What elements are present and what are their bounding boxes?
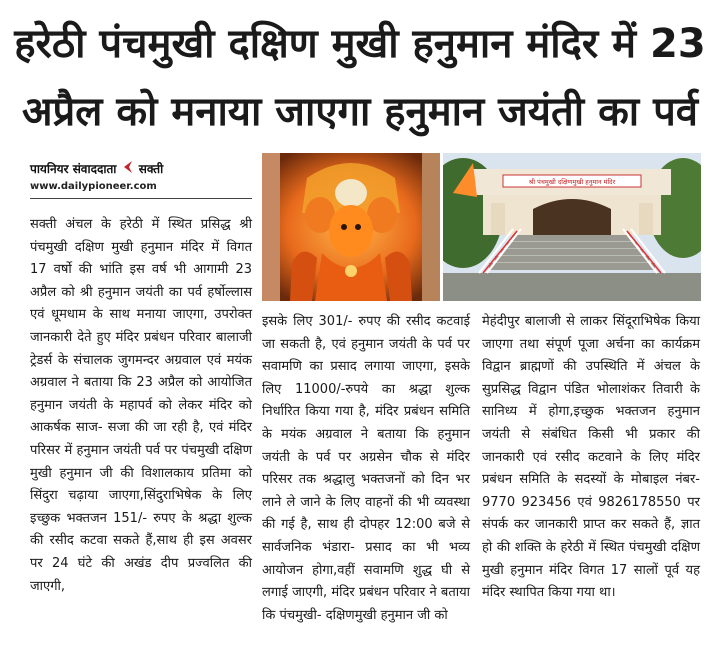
article-column-2: इसके लिए 301/- रुपए की रसीद कटवाई जा सकती है, एवं हनुमान जयंती के पर्व पर सवामणि का प्रसाद लगाया जाएगा, इसके लिए 11000/-रुपये का श्रद्धा शुल्क निर्धारित किया गया है, मंदिर प्रबंधन समिति के मयंक अग्रवाल ने बताया कि हनुमान जयंती के पर्व पर अग्रसेन चौक से मंदिर परिसर तक श्रद्धालु भक्तजनों को दिन भर लाने ले जाने के लिए वाहनों की भी व्यवस्था की गई है, साथ ही दोपहर 12:00 बजे से सार्वजनिक भंडारा- प्रसाद का भी भव्य आयोजन होगा,वहीं सवामणि शुद्ध घी से लगाई जाएगी, मंदिर प्रबंधन परिवार ने बताया कि पंचमुखी- दक्षिणमुखी हनुमान जी को bbox=[262, 314, 470, 623]
article-column-1: सक्ती अंचल के हरेठी में स्थित प्रसिद्ध श्री पंचमुखी दक्षिण मुखी हनुमान मंदिर में विगत 17 वर्षो की भांति इस वर्ष भी आगामी 23 अप्रैल को श्री हनुमान जयंती का पर्व हर्षोल्लास एवं धूमधाम के साथ मनाया जाएगा, उपरोक्त जानकारी देते हुए मंदिर प्रबंधन परिवार बालाजी ट्रेडर्स के संचालक जुगमन्दर अग्रवाल एवं मयंक अग्रवाल ने बताया कि 23 अप्रैल को आयोजित हनुमान जयंती के महापर्व को लेकर मंदिर को आकर्षक साज- सजा की जा रही है, एवं मंदिर परिसर में हनुमान जयंती पर्व पर पंचमुखी दक्षिण मुखी हनुमान जी की विशालकाय प्रतिमा को सिंदुरा चढ़ाया जाएगा,सिंदुराभिषेक के लिए इच्छुक भक्तजन 151/- रुपए के श्रद्धा शुल्क की रसीद कटवा सकते हैं,साथ ही इस अवसर पर 24 घंटे की अखंड दीप प्रज्वलित की जाएगी, bbox=[30, 217, 252, 594]
headline-line-1: हरेठी पंचमुखी दक्षिण मुखी हनुमान मंदिर में 23 bbox=[14, 21, 706, 67]
temple-sign: श्री पंचमुखी दक्षिणमुखी हनुमान मंदिर bbox=[528, 178, 616, 186]
reporter-name: पायनियर संवाददाता bbox=[30, 162, 117, 176]
idol-photo bbox=[262, 153, 440, 301]
byline bbox=[30, 160, 163, 177]
website-url: www.dailypioneer.com bbox=[30, 181, 157, 192]
headline-line-2: अप्रैल को मनाया जाएगा हनुमान जयंती का पर्व bbox=[21, 89, 699, 135]
temple-photo bbox=[443, 153, 701, 301]
byline-location: सक्ती bbox=[138, 162, 164, 176]
arrow-icon bbox=[123, 161, 133, 173]
byline-divider bbox=[30, 198, 252, 199]
article-column-3: मेहंदीपुर बालाजी से लाकर सिंदूराभिषेक किया जाएगा तथा संपूर्ण पूजा अर्चना का कार्यक्रम विद्वान ब्राह्मणों की उपस्थिति में अंचल के सुप्रसिद्ध विद्वान पंडित भोलाशंकर तिवारी के सानिध्य में होगा,इच्छुक भक्तजन हनुमान जयंती से संबंधित किसी भी प्रकार की जानकारी एवं रसीद कटवाने के लिए मंदिर प्रबंधन समिति के सदस्यों के मोबाइल नंबर- 9770 923456 एवं 9826178550 पर संपर्क कर जानकारी प्राप्त कर सकते हैं, ज्ञात हो की शक्ति के हरेठी में स्थित पंचमुखी दक्षिण मुखी हनुमान मंदिर विगत 17 सालों पूर्व यह मंदिर स्थापित किया गया था। bbox=[482, 314, 700, 601]
